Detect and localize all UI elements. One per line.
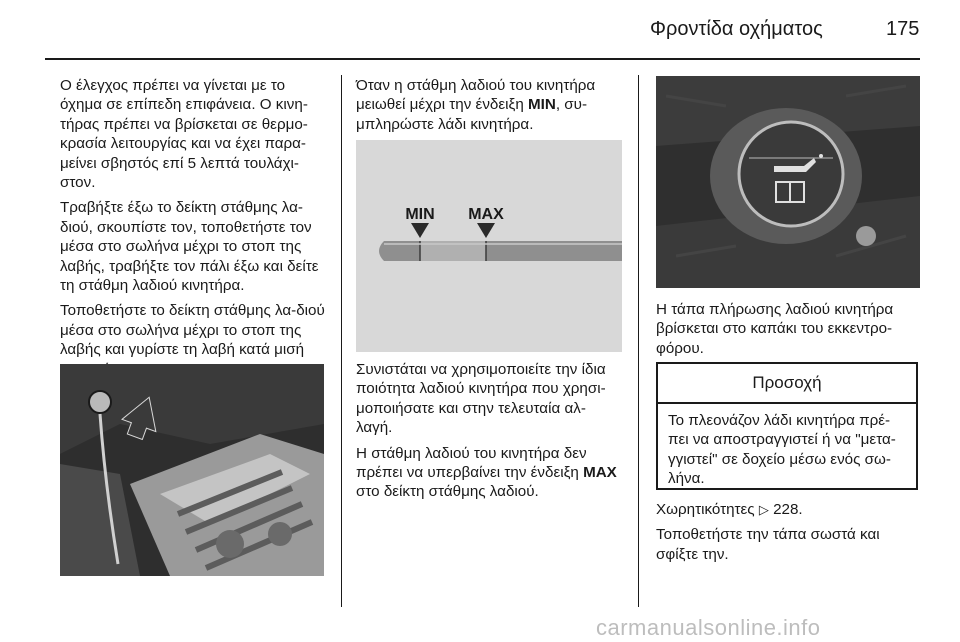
paragraph-insert-dipstick: Τοποθετήστε το δείκτη στάθμης λα-διού μέσα στο σωλήνα μέχρι το στοπ της λαβής και γυρίστε τη λαβή κατά μισή — [60, 302, 325, 359]
column-3-bottom — [656, 500, 921, 570]
column-2 — [356, 76, 622, 140]
watermark: carmanualsonline.info — [596, 615, 821, 640]
text-min-before: Όταν η στάθμη λαδιού του κινητήρα μειωθεί μέχρι την ένδειξη — [356, 77, 596, 114]
paragraph-install-cap: Τοποθετήστε την τάπα σωστά και σφίξτε την. — [656, 526, 880, 563]
section-title: Φροντίδα οχήματος — [650, 18, 823, 40]
paragraph-oil-quality: Συνιστάται να χρησιμοποιείτε την ίδια ποιότητα λαδιού κινητήρα που χρησι-μοποιήσατε και στην τελευταία αλ-λαγή. — [356, 361, 606, 437]
paragraph-min-level — [356, 76, 622, 134]
paragraph-max-level — [356, 444, 622, 502]
paragraph-check-conditions: Ο έλεγχος πρέπει να γίνεται με το όχημα σε επίπεδη επιφάνεια. Ο κινη-τήρας πρέπει να βρίσκεται σε θερμο-κρασία λειτουργίας και να έχει παρα-μείνει σβηστός επί 5 λεπτά τουλάχι-στον. — [60, 77, 308, 192]
column-1 — [60, 76, 328, 385]
column-divider-2 — [638, 75, 639, 607]
oil-filler-cap-image — [656, 76, 920, 288]
text-max-after: στο δείκτη στάθμης λαδιού. — [356, 483, 539, 501]
header-rule — [45, 58, 920, 60]
text-min-bold: MIN — [527, 96, 556, 114]
capacities-label: Χωρητικότητες — [656, 501, 759, 518]
text-max-bold: MAX — [583, 464, 617, 482]
warning-box — [656, 362, 918, 490]
engine-dipstick-image — [60, 364, 324, 576]
column-2-lower — [356, 360, 622, 508]
column-3-top — [656, 300, 921, 364]
capacities-page-ref[interactable]: 228 — [773, 501, 799, 518]
page-reference-icon: ▷ — [758, 502, 769, 517]
dipstick-diagram — [356, 140, 622, 352]
text-min-after: , συ-μπληρώστε λάδι κινητήρα. — [356, 96, 588, 133]
warning-text: Το πλεονάζον λάδι κινητήρα πρέ-πει να αποστραγγιστεί ή να "μετα-γγιστεί" σε δοχείο μέσω ενός σω-λήνα. — [668, 412, 896, 488]
paragraph-filler-location: Η τάπα πλήρωσης λαδιού κινητήρα βρίσκεται στο καπάκι του εκκεντρο-φόρου. — [656, 301, 894, 357]
column-divider-1 — [341, 75, 342, 607]
min-label: MIN — [405, 206, 435, 223]
text-max-before: Η στάθμη λαδιού του κινητήρα δεν πρέπει να υπερβαίνει την ένδειξη — [356, 444, 587, 482]
filler-cap — [739, 122, 843, 226]
warning-title: Προσοχή — [658, 364, 916, 404]
paragraph-capacities — [656, 500, 921, 519]
page-number: 175 — [886, 18, 920, 40]
capacities-period: . — [798, 501, 803, 518]
paragraph-pull-dipstick: Τραβήξτε έξω το δείκτη στάθμης λα-διού, σκουπίστε τον, τοποθετήστε τον μέσα στο σωλήνα μέχρι το στοπ της λαβής, τραβήξτε τον πάλι έξω και δείτε τη στάθμη λαδιού κινητήρα. — [60, 199, 319, 295]
max-label: MAX — [468, 206, 504, 223]
